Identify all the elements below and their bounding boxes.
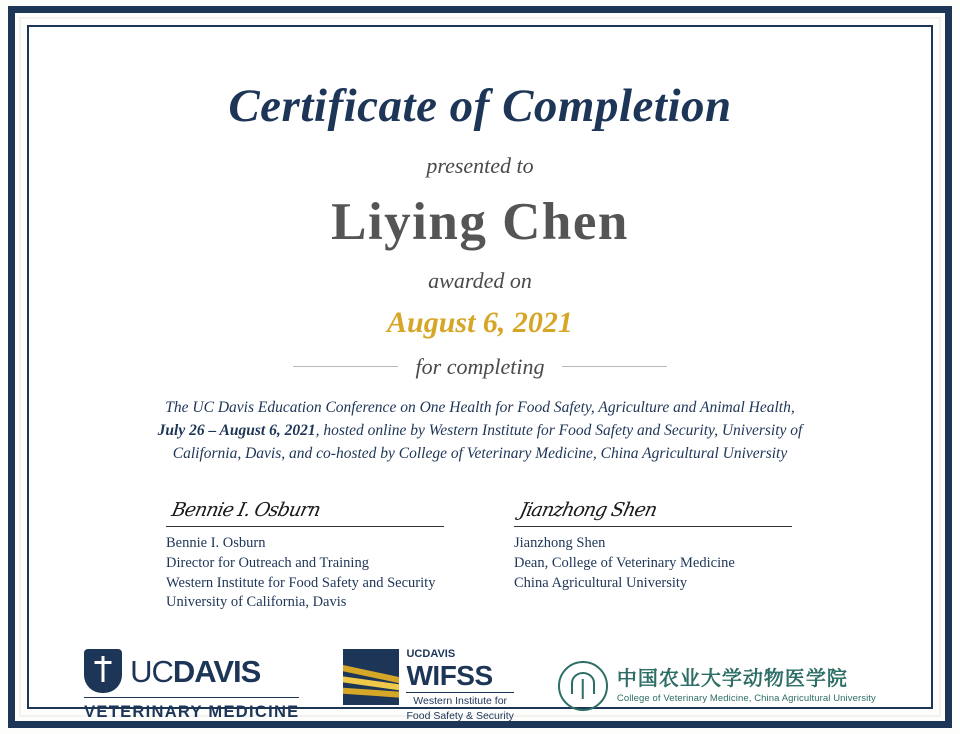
- wifss-subtitle-line2: Food Safety & Security: [406, 710, 514, 723]
- signature-org2-osburn: University of California, Davis: [166, 594, 347, 611]
- presented-to-label: presented to: [426, 153, 534, 179]
- cau-emblem-icon: [558, 661, 608, 711]
- davis-text: DAVIS: [172, 653, 261, 689]
- uc-davis-tagline: VETERINARY MEDICINE: [84, 697, 299, 722]
- recipient-name: Liying Chen: [331, 193, 629, 252]
- wifss-text-block: [406, 649, 513, 724]
- logo-row: [40, 649, 920, 724]
- uc-text: UC: [130, 653, 173, 689]
- signature-name-shen: Jianzhong Shen: [514, 535, 606, 552]
- cau-english-name: College of Veterinary Medicine, China Agricultural University: [616, 693, 876, 705]
- for-completing-row: [40, 354, 920, 380]
- signature-title-osburn: Director for Outreach and Training: [166, 554, 369, 571]
- wifss-subtitle-line1: Western Institute for: [406, 692, 513, 708]
- for-completing-label: for completing: [415, 353, 545, 379]
- divider-rule-left: [293, 366, 398, 367]
- signature-block-osburn: [166, 495, 446, 612]
- uc-davis-veterinary-medicine-logo: [84, 649, 299, 722]
- cau-text-block: [617, 667, 876, 704]
- signature-section: [40, 495, 920, 612]
- signature-mark-osburn: Bennie I. Osburn: [169, 499, 323, 522]
- description-part-1: The UC Davis Education Conference on One Health for Food Safety, Agriculture and Animal Health,: [165, 398, 795, 416]
- description-part-2: , hosted online by Western Institute for Food Safety and Security, University of California, Davis, and co-hosted by College of Veterinary Medicine, China Agricultural University: [172, 421, 803, 463]
- wifss-mark-icon: [343, 649, 399, 705]
- certificate-title: Certificate of Completion: [228, 80, 732, 132]
- cau-chinese-name: 中国农业大学动物医学院: [616, 666, 848, 691]
- wifss-logo: [343, 649, 513, 724]
- china-agricultural-university-logo: [558, 661, 876, 711]
- signature-block-shen: [514, 495, 794, 612]
- divider-rule-right: [562, 366, 667, 367]
- award-date: August 6, 2021: [387, 305, 573, 339]
- wifss-acronym: WIFSS: [406, 659, 493, 691]
- signature-title-shen: Dean, College of Veterinary Medicine: [514, 554, 735, 571]
- signature-line-osburn: [166, 526, 444, 527]
- wifss-ucdavis-text: UCDAVIS: [406, 647, 456, 660]
- signature-org-shen: China Agricultural University: [514, 574, 688, 591]
- signature-org-osburn: Western Institute for Food Safety and Security: [166, 574, 436, 591]
- signature-line-shen: [514, 526, 792, 527]
- certificate-description: [150, 396, 810, 466]
- uc-davis-shield-icon: [84, 649, 122, 693]
- certificate-content: [40, 40, 920, 723]
- signature-name-osburn: Bennie I. Osburn: [166, 535, 266, 552]
- awarded-on-label: awarded on: [428, 267, 532, 293]
- signature-mark-shen: Jianzhong Shen: [517, 499, 659, 522]
- uc-davis-wordmark: [130, 653, 261, 689]
- description-dates: July 26 – August 6, 2021: [157, 421, 316, 439]
- uc-davis-wordmark-row: [84, 649, 260, 693]
